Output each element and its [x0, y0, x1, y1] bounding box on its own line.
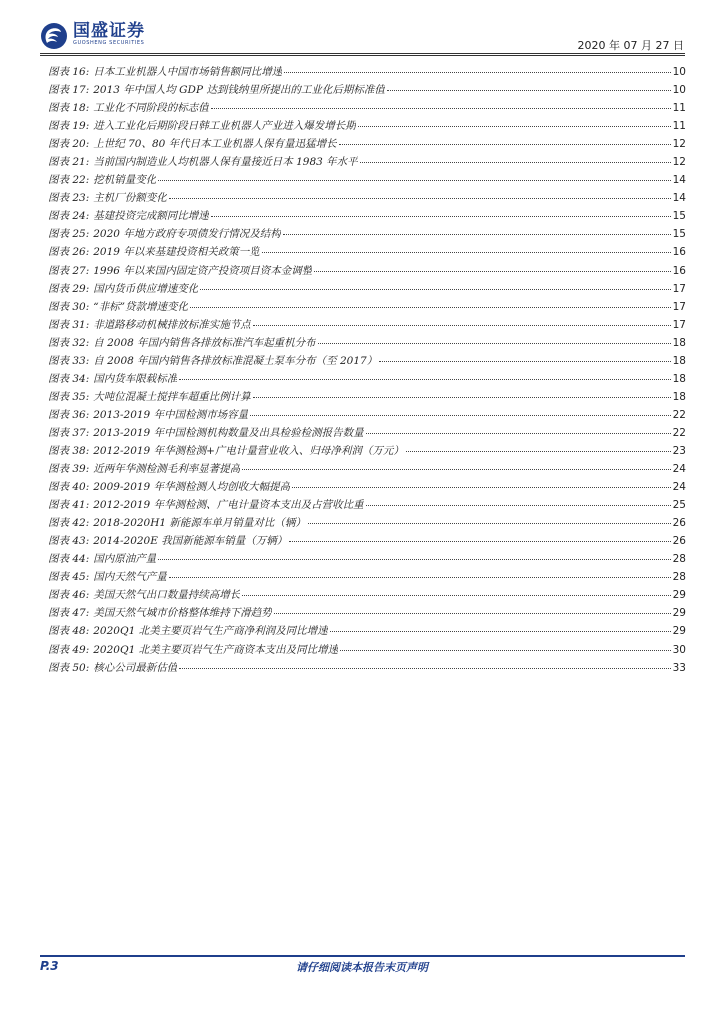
toc-entry-page: 10: [672, 66, 686, 78]
toc-dot-leader: [308, 522, 671, 524]
toc-entry-title: 2020Q1 北美主要页岩气生产商资本支出及同比增速: [93, 643, 339, 656]
footer-divider: [40, 955, 685, 957]
toc-dot-leader: [406, 450, 671, 452]
toc-entry-title: 自 2008 年国内销售各排放标准汽车起重机分布: [93, 336, 316, 349]
toc-entry-page: 10: [672, 84, 686, 97]
toc-dot-leader: [318, 342, 671, 344]
toc-dot-leader: [200, 288, 670, 290]
toc-entry-title: 2009-2019 年华测检测人均创收大幅提高: [93, 481, 291, 494]
toc-entry[interactable]: [48, 352, 686, 370]
toc-entry-page: 18: [672, 336, 686, 349]
toc-entry[interactable]: [48, 99, 686, 117]
toc-dot-leader: [242, 468, 670, 470]
toc-entry-label: 图表 48:: [48, 625, 90, 638]
toc-entry-label: 图表 19:: [48, 120, 90, 133]
toc-entry-page: 28: [672, 571, 686, 584]
toc-dot-leader: [289, 540, 670, 542]
toc-entry[interactable]: [48, 496, 686, 514]
toc-dot-leader: [284, 71, 670, 73]
toc-entry-title: 日本工业机器人中国市场销售额同比增速: [93, 66, 283, 78]
toc-dot-leader: [211, 215, 671, 217]
toc-entry[interactable]: [48, 81, 686, 99]
toc-entry-title: 美国天然气城市价格整体维持下滑趋势: [93, 607, 272, 620]
toc-dot-leader: [179, 378, 670, 380]
toc-dot-leader: [211, 107, 671, 109]
toc-entry-title: 进入工业化后期阶段日韩工业机器人产业进入爆发增长期: [93, 120, 356, 133]
toc-entry-label: 图表 16:: [48, 66, 90, 78]
header-divider-secondary: [40, 55, 685, 56]
toc-dot-leader: [314, 270, 670, 272]
toc-entry-title: 美国天然气出口数量持续高增长: [93, 589, 241, 602]
toc-entry-label: 图表 45:: [48, 571, 90, 584]
toc-dot-leader: [339, 143, 671, 145]
toc-dot-leader: [253, 396, 671, 398]
toc-entry-page: 29: [672, 607, 686, 620]
toc-entry-page: 33: [672, 661, 686, 674]
toc-dot-leader: [274, 612, 671, 614]
toc-entry-page: 14: [672, 174, 686, 187]
toc-entry-label: 图表 18:: [48, 102, 90, 115]
toc-entry-title: 基建投资完成额同比增速: [93, 210, 209, 223]
toc-entry-label: 图表 37:: [48, 426, 90, 439]
toc-entry-title: 国内原油产量: [93, 553, 157, 566]
toc-entry-page: 26: [672, 517, 686, 530]
toc-entry[interactable]: [48, 460, 686, 478]
toc-entry-page: 12: [672, 138, 686, 151]
toc-entry-label: 图表 42:: [48, 517, 90, 530]
toc-entry[interactable]: [48, 298, 686, 316]
toc-entry[interactable]: [48, 171, 686, 189]
toc-entry-page: 25: [672, 499, 686, 512]
toc-entry-page: 16: [672, 246, 686, 259]
toc-entry[interactable]: [48, 406, 686, 424]
toc-entry[interactable]: [48, 189, 686, 207]
toc-entry[interactable]: [48, 622, 686, 640]
toc-entry-label: 图表 31:: [48, 318, 90, 331]
toc-entry-page: 18: [672, 372, 686, 385]
toc-entry-page: 17: [672, 282, 686, 295]
toc-dot-leader: [360, 161, 671, 163]
toc-entry[interactable]: [48, 478, 686, 496]
toc-entry-label: 图表 38:: [48, 444, 90, 457]
toc-entry[interactable]: [48, 135, 686, 153]
toc-entry[interactable]: [48, 568, 686, 586]
toc-entry-label: 图表 30:: [48, 300, 90, 313]
toc-dot-leader: [292, 486, 671, 488]
toc-entry-title: 国内天然气产量: [93, 571, 167, 584]
toc-entry-title: 2020 年地方政府专项债发行情况及结构: [93, 228, 281, 241]
toc-entry-page: 29: [672, 625, 686, 638]
toc-entry-title: 2012-2019 年华测检测+广电计量营业收入、归母净利润（万元）: [93, 444, 404, 457]
toc-dot-leader: [366, 504, 671, 506]
toc-dot-leader: [190, 306, 671, 308]
toc-entry-title: 国内货币供应增速变化: [93, 282, 199, 295]
toc-dot-leader: [387, 89, 671, 91]
toc-entry-label: 图表 25:: [48, 228, 90, 241]
toc-entry-label: 图表 49:: [48, 643, 90, 656]
toc-entry[interactable]: [48, 334, 686, 352]
toc-entry-label: 图表 21:: [48, 156, 90, 169]
toc-entry-title: 2013-2019 年中国检测机构数量及出具检验检测报告数量: [93, 426, 364, 439]
toc-entry[interactable]: [48, 225, 686, 243]
toc-entry-title: 2020Q1 北美主要页岩气生产商净利润及同比增速: [93, 625, 328, 638]
toc-entry-title: 大吨位混凝土搅拌车超重比例计算: [93, 390, 251, 403]
company-logo: [40, 22, 145, 50]
toc-entry-title: 2012-2019 年华测检测、广电计量资本支出及占营收比重: [93, 499, 364, 512]
toc-entry-label: 图表 36:: [48, 408, 90, 421]
toc-entry[interactable]: [48, 207, 686, 225]
header-divider: [40, 53, 685, 54]
toc-entry-page: 15: [672, 228, 686, 241]
toc-entry[interactable]: [48, 604, 686, 622]
toc-entry-page: 15: [672, 210, 686, 223]
figure-table-of-contents: [48, 63, 686, 677]
toc-dot-leader: [283, 233, 671, 235]
toc-dot-leader: [379, 360, 670, 362]
toc-entry-title: 非道路移动机械排放标准实施节点: [93, 318, 251, 331]
toc-entry[interactable]: [48, 424, 686, 442]
toc-entry-page: 16: [672, 264, 686, 277]
toc-entry[interactable]: [48, 659, 686, 677]
toc-entry-page: 24: [672, 463, 686, 476]
toc-dot-leader: [242, 594, 670, 596]
toc-dot-leader: [169, 576, 671, 578]
toc-entry-title: 当前国内制造业人均机器人保有量接近日本 1983 年水平: [93, 156, 358, 169]
toc-entry-page: 11: [672, 102, 686, 115]
toc-entry-label: 图表 43:: [48, 535, 90, 548]
toc-entry-title: 2019 年以来基建投资相关政策一览: [93, 246, 260, 259]
toc-dot-leader: [366, 432, 671, 434]
toc-entry-title: 近两年华测检测毛利率显著提高: [93, 463, 241, 476]
toc-entry-page: 22: [672, 408, 686, 421]
toc-entry-label: 图表 23:: [48, 192, 90, 205]
toc-entry-title: 2018-2020H1 新能源车单月销量对比（辆）: [93, 517, 306, 530]
toc-entry[interactable]: [48, 388, 686, 406]
toc-entry-title: 自 2008 年国内销售各排放标准混凝土泵车分布（至 2017）: [93, 354, 378, 367]
toc-entry-title: 2014-2020E 我国新能源车销量（万辆）: [93, 535, 288, 548]
toc-entry-page: 29: [672, 589, 686, 602]
toc-dot-leader: [250, 414, 671, 416]
toc-entry-page: 26: [672, 535, 686, 548]
toc-entry-title: 主机厂份额变化: [93, 192, 167, 205]
toc-entry-title: 2013 年中国人均 GDP 达到钱纳里所提出的工业化后期标准值: [93, 84, 385, 97]
toc-entry-label: 图表 33:: [48, 354, 90, 367]
toc-dot-leader: [158, 558, 670, 560]
toc-entry-label: 图表 35:: [48, 390, 90, 403]
toc-entry-label: 图表 22:: [48, 174, 90, 187]
toc-entry[interactable]: [48, 280, 686, 298]
toc-entry-page: 17: [672, 318, 686, 331]
toc-entry-label: 图表 32:: [48, 336, 90, 349]
logo-english-name: GUOSHENG SECURITIES: [73, 40, 145, 46]
toc-entry-label: 图表 27:: [48, 264, 90, 277]
toc-entry-title: “非标”贷款增速变化: [93, 300, 188, 313]
toc-entry-label: 图表 24:: [48, 210, 90, 223]
toc-entry[interactable]: [48, 641, 686, 659]
toc-entry[interactable]: [48, 63, 686, 81]
toc-entry-page: 14: [672, 192, 686, 205]
toc-entry-label: 图表 20:: [48, 138, 90, 151]
logo-mark-icon: [40, 22, 68, 50]
toc-entry-label: 图表 34:: [48, 372, 90, 385]
toc-entry[interactable]: [48, 442, 686, 460]
toc-entry-title: 工业化不同阶段的标志值: [93, 102, 209, 115]
logo-chinese-name: 国盛证券: [73, 21, 145, 41]
toc-entry[interactable]: [48, 153, 686, 171]
toc-entry-label: 图表 44:: [48, 553, 90, 566]
report-date: 2020 年 07 月 27 日: [577, 39, 684, 52]
page-header: [0, 0, 724, 60]
toc-dot-leader: [340, 649, 671, 651]
toc-entry-label: 图表 50:: [48, 661, 90, 674]
toc-entry[interactable]: [48, 532, 686, 550]
disclaimer-notice: 请仔细阅读本报告末页声明: [296, 961, 428, 974]
toc-dot-leader: [262, 251, 671, 253]
toc-entry-title: 挖机销量变化: [93, 174, 157, 187]
toc-entry-page: 22: [672, 426, 686, 439]
toc-entry[interactable]: [48, 550, 686, 568]
toc-entry-page: 11: [672, 120, 686, 133]
toc-entry-title: 国内货车限载标准: [93, 372, 178, 385]
toc-entry-page: 17: [672, 300, 686, 313]
toc-entry-page: 18: [672, 390, 686, 403]
toc-entry[interactable]: [48, 370, 686, 388]
toc-entry-page: 28: [672, 553, 686, 566]
toc-entry-label: 图表 41:: [48, 499, 90, 512]
toc-dot-leader: [179, 667, 670, 669]
toc-entry-label: 图表 46:: [48, 589, 90, 602]
toc-entry[interactable]: [48, 514, 686, 532]
toc-dot-leader: [158, 179, 670, 181]
toc-entry-page: 24: [672, 481, 686, 494]
toc-entry[interactable]: [48, 316, 686, 334]
toc-entry-label: 图表 29:: [48, 282, 90, 295]
toc-entry-label: 图表 47:: [48, 607, 90, 620]
toc-entry-title: 上世纪 70、80 年代日本工业机器人保有量迅猛增长: [93, 138, 337, 151]
toc-entry[interactable]: [48, 586, 686, 604]
toc-entry-page: 23: [672, 444, 686, 457]
toc-entry-label: 图表 17:: [48, 84, 90, 97]
toc-entry-page: 12: [672, 156, 686, 169]
toc-entry-title: 核心公司最新估值: [93, 661, 178, 674]
toc-dot-leader: [169, 197, 671, 199]
toc-entry[interactable]: [48, 117, 686, 135]
toc-dot-leader: [358, 125, 671, 127]
toc-dot-leader: [253, 324, 671, 326]
toc-entry-label: 图表 40:: [48, 481, 90, 494]
toc-entry[interactable]: [48, 262, 686, 280]
toc-entry-page: 30: [672, 643, 686, 656]
toc-entry-page: 18: [672, 354, 686, 367]
toc-entry-title: 2013-2019 年中国检测市场容量: [93, 408, 249, 421]
toc-entry-title: 1996 年以来国内固定资产投资项目资本金调整: [93, 264, 313, 277]
page-number: P.3: [40, 959, 59, 973]
toc-dot-leader: [330, 630, 671, 632]
toc-entry[interactable]: [48, 243, 686, 261]
toc-entry-label: 图表 26:: [48, 246, 90, 259]
toc-entry-label: 图表 39:: [48, 463, 90, 476]
